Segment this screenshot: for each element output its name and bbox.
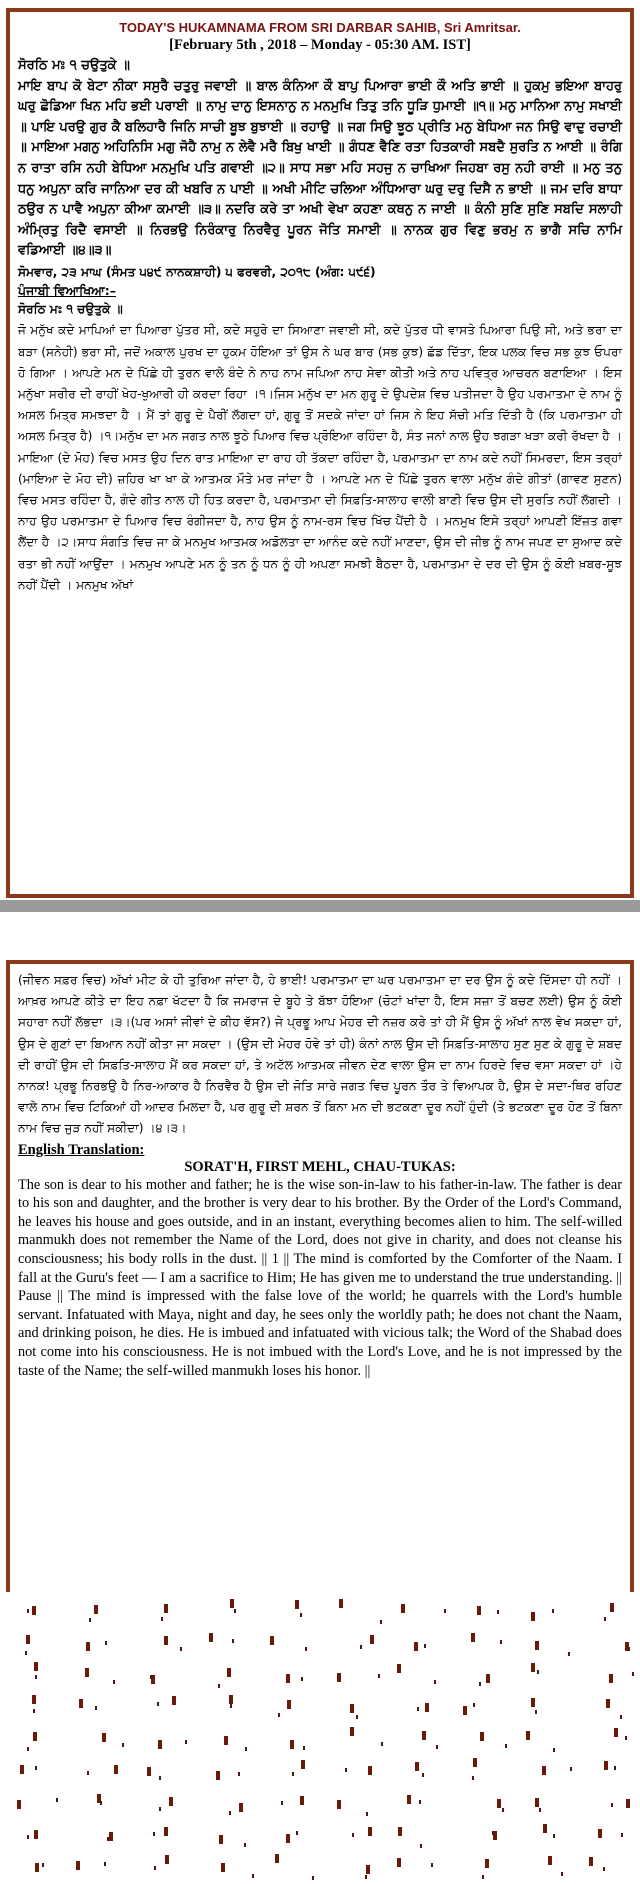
pattern-mark	[20, 1765, 24, 1774]
pattern-mark-small	[632, 1672, 634, 1676]
english-heading: SORAT'H, FIRST MEHL, CHAU-TUKAS:	[184, 1158, 456, 1175]
pattern-mark-small	[420, 1844, 422, 1848]
pattern-mark-small	[625, 1736, 627, 1740]
pattern-mark	[300, 1796, 304, 1805]
pattern-mark	[463, 1706, 467, 1715]
pattern-mark	[34, 1662, 38, 1671]
pattern-mark	[401, 1604, 405, 1613]
pattern-mark	[270, 1636, 274, 1645]
pattern-mark	[76, 1861, 80, 1870]
pattern-mark-small	[621, 1833, 623, 1837]
pattern-mark-small	[611, 1803, 613, 1807]
english-text: The son is dear to his mother and father; he is the wise son-in-law to his father-in-law. The father is dear to his son and daughter, and the brother is very dear to his brother. By the Order of the Lord's Command, he leaves his house and goes outside, and in an instant, everything becomes alien to him. The self-willed manmukh does not remember the Name of the Lord, does not give in charity, and does not cleanse his consciousness; his body rolls in the dust. || 1 || The mind is comforted by the Comforter of the Naam. I fall at the Guru's feet — I am a sacrifice to Him; He has given me to understand the true understanding. || Pause || The mind is impressed with the false love of the world; he quarrels with the Lord's humble servant. Infatuated with Maya, night and day, he sees only the worldly path; he does not chant the Naam, and drinking poison, he dies. He is imbued and infatuated with vicious talk; the Word of the Shabad does not come into his consciousness. He is not imbued with the Lord's Love, and he is not impressed by the taste of the Name; the self-willed manmukh loses his honor. ||	[18, 1176, 622, 1379]
pattern-mark	[609, 1674, 613, 1683]
pattern-mark	[368, 1827, 372, 1836]
pattern-mark	[542, 1766, 546, 1775]
pattern-mark	[286, 1834, 290, 1843]
pattern-mark-small	[482, 1875, 484, 1879]
pattern-mark	[165, 1855, 169, 1864]
pattern-mark-small	[356, 1715, 358, 1719]
pattern-mark	[219, 1835, 223, 1844]
pattern-mark	[35, 1863, 39, 1872]
pattern-mark	[209, 1633, 213, 1642]
pattern-mark-small	[424, 1644, 426, 1648]
pattern-mark-small	[244, 1843, 246, 1847]
pattern-mark-small	[159, 1776, 161, 1780]
pattern-mark-small	[473, 1703, 475, 1707]
pattern-mark-small	[27, 1747, 29, 1751]
pattern-mark	[425, 1703, 429, 1712]
pattern-mark-small	[100, 1801, 102, 1805]
punjabi-explanation-label: ਪੰਜਾਬੀ ਵਿਆਖਿਆ:–	[18, 283, 116, 299]
pattern-mark-small	[232, 1639, 234, 1643]
pattern-mark-small	[150, 1675, 152, 1679]
english-translation-label: English Translation:	[18, 1141, 145, 1158]
pattern-mark	[109, 1832, 113, 1841]
pattern-mark	[17, 1800, 21, 1809]
pattern-mark-small	[157, 1702, 159, 1706]
pattern-mark	[114, 1765, 118, 1774]
pattern-mark	[543, 1824, 547, 1833]
pattern-mark	[407, 1795, 411, 1804]
pattern-mark-small	[366, 1812, 368, 1816]
pattern-mark	[239, 1803, 243, 1812]
pattern-mark	[598, 1829, 602, 1838]
pattern-mark	[606, 1699, 610, 1708]
pattern-mark	[350, 1704, 354, 1713]
pattern-mark-small	[301, 1677, 303, 1681]
pattern-mark-small	[153, 1832, 155, 1836]
pattern-mark-small	[535, 1710, 537, 1714]
pattern-mark-small	[436, 1745, 438, 1749]
shabad-text: ਮਾਇ ਬਾਪ ਕੋ ਬੇਟਾ ਨੀਕਾ ਸਸੁਰੈ ਚਤੁਰੁ ਜਵਾਈ ॥ ਬਾਲ ਕੰਨਿਆ ਕੌ ਬਾਪੁ ਪਿਆਰਾ ਭਾਈ ਕੌ ਅਤਿ ਭਾਈ ॥ ਹੁਕਮੁ ਭਇਆ ਬਾਹਰੁ ਘਰੁ ਛੋਡਿਆ ਖਿਨ ਮਹਿ ਭਈ ਪਰਾਈ ॥ ਨਾਮੁ ਦਾਨੁ ਇਸਨਾਨੁ ਨ ਮਨਮੁਖਿ ਤਿਤੁ ਤਨਿ ਧੂੜਿ ਧੁਮਾਈ ॥੧॥ ਮਨੁ ਮਾਨਿਆ ਨਾਮੁ ਸਖਾਈ ॥ ਪਾਇ ਪਰਉ ਗੁਰ ਕੈ ਬਲਿਹਾਰੈ ਜਿਨਿ ਸਾਚੀ ਬੂਝ ਬੁਝਾਈ ॥ ਰਹਾਉ ॥ ਜਗ ਸਿਉ ਝੂਠ ਪ੍ਰੀਤਿ ਮਨੁ ਬੇਧਿਆ ਜਨ ਸਿਉ ਵਾਦੁ ਰਚਾਈ ॥ ਮਾਇਆ ਮਗਨੁ ਅਹਿਨਿਸਿ ਮਗੁ ਜੋਹੈ ਨਾਮੁ ਨ ਲੇਵੈ ਮਰੈ ਬਿਖੁ ਖਾਈ ॥ ਗੰਧਣ ਵੈਣਿ ਰਤਾ ਹਿਤਕਾਰੀ ਸਬਦੈ ਸੁਰਤਿ ਨ ਆਈ ॥ ਰੰਗਿ ਨ ਰਾਤਾ ਰਸਿ ਨਹੀ ਬੇਧਿਆ ਮਨਮੁਖਿ ਪਤਿ ਗਵਾਈ ॥੨॥ ਸਾਧ ਸਭਾ ਮਹਿ ਸਹਜੁ ਨ ਚਾਖਿਆ ਜਿਹਬਾ ਰਸੁ ਨਹੀ ਰਾਈ ॥ ਮਨੁ ਤਨੁ ਧਨੁ ਅਪੁਨਾ ਕਰਿ ਜਾਨਿਆ ਦਰ ਕੀ ਖਬਰਿ ਨ ਪਾਈ ॥ ਅਖੀ ਮੀਟਿ ਚਲਿਆ ਅੰਧਿਆਰਾ ਘਰੁ ਦਰੁ ਦਿਸੈ ਨ ਭਾਈ ॥ ਜਮ ਦਰਿ ਬਾਧਾ ਠਉਰ ਨ ਪਾਵੈ ਅਪੁਨਾ ਕੀਆ ਕਮਾਈ ॥੩॥ ਨਦਰਿ ਕਰੇ ਤਾ ਅਖੀ ਵੇਖਾ ਕਹਣਾ ਕਥਨੁ ਨ ਜਾਈ ॥ ਕੰਨੀ ਸੁਣਿ ਸੁਣਿ ਸਬਦਿ ਸਲਾਹੀ ਅੰਮ੍ਰਿਤੁ ਰਿਦੈ ਵਸਾਈ ॥ ਨਿਰਭਉ ਨਿਰੰਕਾਰੁ ਨਿਰਵੈਰੁ ਪੂਰਨ ਜੋਤਿ ਸਮਾਈ ॥ ਨਾਨਕ ਗੁਰ ਵਿਣੁ ਭਰਮੁ ਨ ਭਾਗੈ ਸਚਿ ਨਾਮਿ ਵਡਿਆਈ ॥੪॥੩॥	[18, 78, 622, 259]
pattern-mark-small	[568, 1652, 570, 1656]
pattern-mark-small	[431, 1863, 433, 1867]
pattern-mark	[275, 1854, 279, 1863]
pattern-mark-small	[380, 1620, 382, 1624]
pattern-mark-small	[154, 1866, 156, 1870]
pattern-mark-small	[230, 1704, 232, 1708]
pattern-mark-small	[553, 1748, 555, 1752]
pattern-mark-small	[500, 1640, 502, 1644]
pattern-mark-small	[89, 1618, 91, 1622]
pattern-mark-small	[122, 1743, 124, 1747]
pattern-mark	[85, 1668, 89, 1677]
pattern-mark-small	[479, 1682, 481, 1686]
pattern-mark-small	[552, 1609, 554, 1613]
pattern-mark-small	[300, 1613, 302, 1617]
pattern-mark	[626, 1799, 630, 1808]
pattern-mark	[290, 1740, 294, 1749]
pattern-mark	[164, 1636, 168, 1645]
pattern-mark	[169, 1797, 173, 1806]
pattern-mark-small	[185, 1740, 187, 1744]
pattern-mark	[295, 1600, 299, 1609]
punjabi-explanation-heading: ਸੋਰਠਿ ਮਃ ੧ ਚਉਤੁਕੇ ॥	[18, 302, 123, 317]
pattern-mark	[486, 1674, 490, 1683]
page-two	[6, 960, 634, 1592]
pattern-mark-small	[56, 1798, 58, 1802]
pattern-mark	[526, 1731, 530, 1740]
punjabi-explanation-text-1: ਜੋ ਮਨੁੱਖ ਕਦੇ ਮਾਪਿਆਂ ਦਾ ਪਿਆਰਾ ਪੁੱਤਰ ਸੀ, ਕਦੇ ਸਹੁਰੇ ਦਾ ਸਿਆਣਾ ਜਵਾਈ ਸੀ, ਕਦੇ ਪੁੱਤਰ ਧੀ ਵਾਸਤੇ ਪਿਆਰਾ ਪਿਉ ਸੀ, ਅਤੇ ਭਰਾ ਦਾ ਬੜਾ (ਸਨੇਹੀ) ਭਰਾ ਸੀ, ਜਦੋਂ ਅਕਾਲ ਪੁਰਖ ਦਾ ਹੁਕਮ ਹੋਇਆ ਤਾਂ ਉਸ ਨੇ ਘਰ ਬਾਰ (ਸਭ ਕੁਝ) ਛੱਡ ਦਿੱਤਾ, ਇਕ ਪਲਕ ਵਿਚ ਸਭ ਕੁਝ ਓਪਰਾ ਹੋ ਗਿਆ । ਆਪਣੇ ਮਨ ਦੇ ਪਿੱਛੇ ਹੀ ਤੁਰਨ ਵਾਲੇ ਬੰਦੇ ਨੇ ਨਾਹ ਨਾਮ ਜਪਿਆ ਨਾਹ ਸੇਵਾ ਕੀਤੀ ਅਤੇ ਨਾਹ ਪਵਿਤ੍ਰ ਆਚਰਨ ਬਣਾਇਆ । ਇਸ ਮਨੁੱਖਾ ਸਰੀਰ ਦੀ ਰਾਹੀਂ ਖੇਹ-ਖੁਆਰੀ ਹੀ ਕਰਦਾ ਰਿਹਾ ।੧।ਜਿਸ ਮਨੁੱਖ ਦਾ ਮਨ ਗੁਰੂ ਦੇ ਉਪਦੇਸ਼ ਵਿਚ ਪਤੀਜਦਾ ਹੈ ਉਹ ਪਰਮਾਤਮਾ ਦੇ ਨਾਮ ਨੂੰ ਅਸਲ ਮਿਤ੍ਰ ਸਮਝਦਾ ਹੈ । ਮੈਂ ਤਾਂ ਗੁਰੂ ਦੇ ਪੈਰੀਂ ਲੱਗਦਾ ਹਾਂ, ਗੁਰੂ ਤੋਂ ਸਦਕੇ ਜਾਂਦਾ ਹਾਂ ਜਿਸ ਨੇ ਇਹ ਸੱਚੀ ਮਤਿ ਦਿੱਤੀ ਹੈ (ਕਿ ਪਰਮਾਤਮਾ ਹੀ ਅਸਲ ਮਿਤ੍ਰ ਹੈ) ।੧।ਮਨੁੱਖ ਦਾ ਮਨ ਜਗਤ ਨਾਲ ਝੂਠੇ ਪਿਆਰ ਵਿਚ ਪ੍ਰੋਇਆ ਰਹਿੰਦਾ ਹੈ, ਸੰਤ ਜਨਾਂ ਨਾਲ ਉਹ ਝਗੜਾ ਖੜਾ ਕਰੀ ਰੱਖਦਾ ਹੈ । ਮਾਇਆ (ਦੇ ਮੋਹ) ਵਿਚ ਮਸਤ ਉਹ ਦਿਨ ਰਾਤ ਮਾਇਆ ਦਾ ਰਾਹ ਹੀ ਤੱਕਦਾ ਰਹਿੰਦਾ ਹੈ, ਪਰਮਾਤਮਾ ਦਾ ਨਾਮ ਕਦੇ ਨਹੀਂ ਸਿਮਰਦਾ, ਇਸ ਤਰ੍ਹਾਂ (ਮਾਇਆ ਦੇ ਮੋਹ ਦੀ) ਜ਼ਹਿਰ ਖਾ ਖਾ ਕੇ ਆਤਮਕ ਮੌਤੇ ਮਰ ਜਾਂਦਾ ਹੈ । ਆਪਣੇ ਮਨ ਦੇ ਪਿੱਛੇ ਤੁਰਨ ਵਾਲਾ ਮਨੁੱਖ ਗੰਦੇ ਗੀਤਾਂ (ਗਾਵਣ ਸੁਣਨ) ਵਿਚ ਮਸਤ ਰਹਿੰਦਾ ਹੈ, ਗੰਦੇ ਗੀਤ ਨਾਲ ਹੀ ਹਿਤ ਕਰਦਾ ਹੈ, ਪਰਮਾਤਮਾ ਦੀ ਸਿਫ਼ਤਿ-ਸਾਲਾਹ ਵਾਲੀ ਬਾਣੀ ਵਿਚ ਉਸ ਦੀ ਸੁਰਤਿ ਨਹੀਂ ਲੱਗਦੀ । ਨਾਹ ਉਹ ਪਰਮਾਤਮਾ ਦੇ ਪਿਆਰ ਵਿਚ ਰੰਗੀਜਦਾ ਹੈ, ਨਾਹ ਉਸ ਨੂੰ ਨਾਮ-ਰਸ ਵਿਚ ਖਿੱਚ ਪੈਂਦੀ ਹੈ । ਮਨਮੁਖ ਇਸੇ ਤਰ੍ਹਾਂ ਆਪਣੀ ਇੱਜ਼ਤ ਗਵਾ ਲੈਂਦਾ ਹੈ ।੨।ਸਾਧ ਸੰਗਤਿ ਵਿਚ ਜਾ ਕੇ ਮਨਮੁਖ ਆਤਮਕ ਅਡੋਲਤਾ ਦਾ ਆਨੰਦ ਕਦੇ ਨਹੀਂ ਮਾਣਦਾ, ਉਸ ਦੀ ਜੀਭ ਨੂੰ ਨਾਮ ਜਪਣ ਦਾ ਸੁਆਦ ਕਦੇ ਰਤਾ ਭੀ ਨਹੀਂ ਆਉਂਦਾ । ਮਨਮੁਖ ਆਪਣੇ ਮਨ ਨੂੰ ਤਨ ਨੂੰ ਧਨ ਨੂੰ ਹੀ ਅਪਣਾ ਸਮਝੀ ਬੈਠਦਾ ਹੈ, ਪਰਮਾਤਮਾ ਦੇ ਦਰ ਦੀ ਉਸ ਨੂੰ ਕੋਈ ਖ਼ਬਰ-ਸੂਝ ਨਹੀਂ ਪੈਂਦੀ । ਮਨਮੁਖ ਅੱਖਾਂ	[18, 323, 622, 592]
pattern-mark-small	[614, 1766, 616, 1770]
pattern-mark	[26, 1635, 30, 1644]
pattern-mark-small	[35, 1766, 37, 1770]
pattern-mark	[287, 1700, 291, 1709]
pattern-mark	[164, 1604, 168, 1613]
pattern-mark	[531, 1663, 535, 1672]
pattern-mark-small	[305, 1647, 307, 1651]
pattern-mark-small	[492, 1831, 494, 1835]
pattern-mark-small	[180, 1647, 182, 1651]
page-one	[6, 8, 634, 898]
pattern-mark	[337, 1673, 341, 1682]
pattern-mark	[610, 1603, 614, 1612]
pattern-mark-small	[312, 1876, 314, 1880]
pattern-mark	[147, 1767, 151, 1776]
pattern-mark-small	[539, 1808, 541, 1812]
pattern-mark	[230, 1599, 234, 1608]
pattern-mark-small	[553, 1834, 555, 1838]
hukamnama-title: TODAY'S HUKAMNAMA FROM SRI DARBAR SAHIB, Sri Amritsar.	[119, 20, 521, 35]
pattern-mark	[614, 1728, 618, 1737]
pattern-mark-small	[603, 1867, 605, 1871]
pattern-mark	[32, 1606, 36, 1615]
pattern-mark	[477, 1606, 481, 1615]
pattern-mark	[94, 1605, 98, 1614]
pattern-mark	[339, 1599, 343, 1608]
pattern-mark	[227, 1668, 231, 1677]
pattern-mark-small	[505, 1744, 507, 1748]
pattern-mark	[535, 1641, 539, 1650]
pattern-mark-small	[35, 1675, 37, 1679]
pattern-mark	[164, 1827, 168, 1836]
pattern-mark-small	[107, 1837, 109, 1841]
pattern-mark-small	[105, 1641, 107, 1645]
pattern-mark-small	[422, 1773, 424, 1777]
shabad-heading: ਸੋਰਠਿ ਮਃ ੧ ਚਉਤੁਕੇ ॥	[18, 58, 130, 73]
pattern-mark-small	[161, 1617, 163, 1621]
pattern-mark	[221, 1863, 225, 1872]
pattern-mark	[286, 1674, 290, 1683]
pattern-mark-small	[303, 1746, 305, 1750]
pattern-mark-small	[27, 1609, 29, 1613]
pattern-mark-small	[252, 1874, 254, 1878]
pattern-mark	[471, 1633, 475, 1642]
pattern-mark	[301, 1760, 305, 1769]
pattern-mark-small	[417, 1707, 419, 1711]
pattern-mark	[589, 1857, 593, 1866]
pattern-mark-small	[104, 1862, 106, 1866]
pattern-mark-small	[620, 1715, 622, 1719]
pattern-mark-small	[42, 1863, 44, 1867]
pattern-mark-small	[113, 1680, 115, 1684]
pattern-mark	[158, 1740, 162, 1749]
pattern-mark	[485, 1859, 489, 1868]
pattern-mark	[32, 1695, 36, 1704]
pattern-mark	[337, 1800, 341, 1809]
pattern-mark-small	[378, 1674, 380, 1678]
pattern-mark-small	[419, 1800, 421, 1804]
pattern-mark	[79, 1699, 83, 1708]
page-separator	[0, 900, 640, 912]
pattern-mark-small	[472, 1776, 474, 1780]
pattern-mark	[473, 1758, 477, 1767]
punjabi-date: ਸੋਮਵਾਰ, ੨੩ ਮਾਘ (ਸੰਮਤ ੫੪੯ ਨਾਨਕਸ਼ਾਹੀ) ੫ ਫਰਵਰੀ, ੨੦੧੮ (ਅੰਗ: ੫੯੬)	[18, 264, 376, 279]
pattern-mark-small	[87, 1771, 89, 1775]
pattern-mark	[34, 1830, 38, 1839]
pattern-mark	[86, 1642, 90, 1651]
pattern-mark	[414, 1642, 418, 1651]
pattern-mark	[531, 1612, 535, 1621]
pattern-mark	[415, 1762, 419, 1771]
pattern-mark-small	[234, 1609, 236, 1613]
pattern-mark	[548, 1856, 552, 1865]
pattern-mark	[368, 1766, 372, 1775]
pattern-mark	[604, 1761, 608, 1770]
pattern-mark-small	[238, 1772, 240, 1776]
pattern-mark-small	[628, 1647, 630, 1651]
pattern-mark-small	[159, 1807, 161, 1811]
pattern-mark-small	[570, 1767, 572, 1771]
pattern-mark-small	[229, 1811, 231, 1815]
pattern-mark-small	[381, 1742, 383, 1746]
decorative-dot-pattern	[0, 1592, 640, 1884]
pattern-mark	[480, 1732, 484, 1741]
pattern-mark-small	[537, 1670, 539, 1674]
date-line: [February 5th , 2018 – Monday - 05:30 AM. IST]	[169, 37, 471, 53]
pattern-mark	[397, 1664, 401, 1673]
pattern-mark-small	[278, 1713, 280, 1717]
pattern-mark	[370, 1635, 374, 1644]
pattern-mark-small	[561, 1872, 563, 1876]
pattern-mark-small	[352, 1833, 354, 1837]
pattern-mark	[397, 1858, 401, 1867]
pattern-mark-small	[292, 1772, 294, 1776]
pattern-mark-small	[281, 1801, 283, 1805]
pattern-mark-small	[444, 1609, 446, 1613]
pattern-mark-small	[33, 1709, 35, 1713]
pattern-mark-small	[604, 1617, 606, 1621]
pattern-mark-small	[345, 1768, 347, 1772]
pattern-mark-small	[25, 1651, 27, 1655]
pattern-mark-small	[434, 1680, 436, 1684]
pattern-mark-small	[245, 1747, 247, 1751]
pattern-mark-small	[218, 1684, 220, 1688]
pattern-mark	[224, 1736, 228, 1745]
pattern-mark-small	[360, 1645, 362, 1649]
pattern-mark	[422, 1731, 426, 1740]
pattern-mark	[497, 1799, 501, 1808]
pattern-mark	[535, 1798, 539, 1807]
pattern-mark-small	[497, 1610, 499, 1614]
pattern-mark-small	[365, 1875, 367, 1879]
pattern-mark-small	[296, 1831, 298, 1835]
pattern-mark	[102, 1733, 106, 1742]
pattern-mark-small	[502, 1808, 504, 1812]
pattern-mark	[216, 1771, 220, 1780]
pattern-mark-small	[95, 1706, 97, 1710]
pattern-mark	[531, 1698, 535, 1707]
pattern-mark	[366, 1865, 370, 1874]
pattern-mark	[398, 1827, 402, 1836]
pattern-mark	[172, 1696, 176, 1705]
pattern-mark	[350, 1727, 354, 1736]
pattern-mark	[33, 1732, 37, 1741]
punjabi-explanation-text-2: (ਜੀਵਨ ਸਫ਼ਰ ਵਿਚ) ਅੱਖਾਂ ਮੀਟ ਕੇ ਹੀ ਤੁਰਿਆ ਜਾਂਦਾ ਹੈ, ਹੇ ਭਾਈ! ਪਰਮਾਤਮਾ ਦਾ ਘਰ ਪਰਮਾਤਮਾ ਦਾ ਦਰ ਉਸ ਨੂੰ ਕਦੇ ਦਿੱਸਦਾ ਹੀ ਨਹੀਂ । ਆਖ਼ਰ ਆਪਣੇ ਕੀਤੇ ਦਾ ਇਹ ਨਫ਼ਾ ਖੱਟਦਾ ਹੈ ਕਿ ਜਮਰਾਜ ਦੇ ਬੂਹੇ ਤੇ ਬੱਝਾ ਹੋਇਆ (ਚੋਟਾਂ ਖਾਂਦਾ ਹੈ, ਇਸ ਸਜ਼ਾ ਤੋਂ ਬਚਣ ਲਈ) ਉਸ ਨੂੰ ਕੋਈ ਸਹਾਰਾ ਨਹੀਂ ਲੱਭਦਾ ।੩।(ਪਰ ਅਸਾਂ ਜੀਵਾਂ ਦੇ ਕੀਹ ਵੱਸ?) ਜੇ ਪ੍ਰਭੂ ਆਪ ਮੇਹਰ ਦੀ ਨਜ਼ਰ ਕਰੇ ਤਾਂ ਹੀ ਮੈਂ ਉਸ ਨੂੰ ਅੱਖਾਂ ਨਾਲ ਵੇਖ ਸਕਦਾ ਹਾਂ, ਉਸ ਦੇ ਗੁਣਾਂ ਦਾ ਬਿਆਨ ਨਹੀਂ ਕੀਤਾ ਜਾ ਸਕਦਾ । (ਉਸ ਦੀ ਮੇਹਰ ਹੋਵੇ ਤਾਂ ਹੀ) ਕੰਨਾਂ ਨਾਲ ਉਸ ਦੀ ਸਿਫ਼ਤਿ-ਸਾਲਾਹ ਸੁਣ ਸੁਣ ਕੇ ਗੁਰੂ ਦੇ ਸ਼ਬਦ ਦੀ ਰਾਹੀਂ ਉਸ ਦੀ ਸਿਫ਼ਤਿ-ਸਾਲਾਹ ਮੈਂ ਕਰ ਸਕਦਾ ਹਾਂ, ਤੇ ਅਟੱਲ ਆਤਮਕ ਜੀਵਨ ਦੇਣ ਵਾਲਾ ਉਸ ਦਾ ਨਾਮ ਹਿਰਦੇ ਵਿਚ ਵਸਾ ਸਕਦਾ ਹਾਂ ।ਹੇ ਨਾਨਕ! ਪ੍ਰਭੂ ਨਿਰਭਉ ਹੈ ਨਿਰ-ਆਕਾਰ ਹੈ ਨਿਰਵੈਰ ਹੈ ਉਸ ਦੀ ਜੋਤਿ ਸਾਰੇ ਜਗਤ ਵਿਚ ਪੂਰਨ ਤੌਰ ਤੇ ਵਿਆਪਕ ਹੈ, ਉਸ ਦੇ ਸਦਾ-ਥਿਰ ਰਹਿਣ ਵਾਲੇ ਨਾਮ ਵਿਚ ਟਿਕਿਆਂ ਹੀ ਆਦਰ ਮਿਲਦਾ ਹੈ, ਪਰ ਗੁਰੂ ਦੀ ਸ਼ਰਨ ਤੋਂ ਬਿਨਾ ਮਨ ਦੀ ਭਟਕਣਾ ਦੂਰ ਨਹੀਂ ਹੁੰਦੀ (ਤੇ ਭਟਕਣਾ ਦੂਰ ਹੋਣ ਤੋਂ ਬਿਨਾ ਨਾਮ ਵਿਚ ਜੁੜ ਨਹੀਂ ਸਕੀਦਾ) ।੪।੩।	[18, 973, 622, 1136]
pattern-mark-small	[27, 1835, 29, 1839]
